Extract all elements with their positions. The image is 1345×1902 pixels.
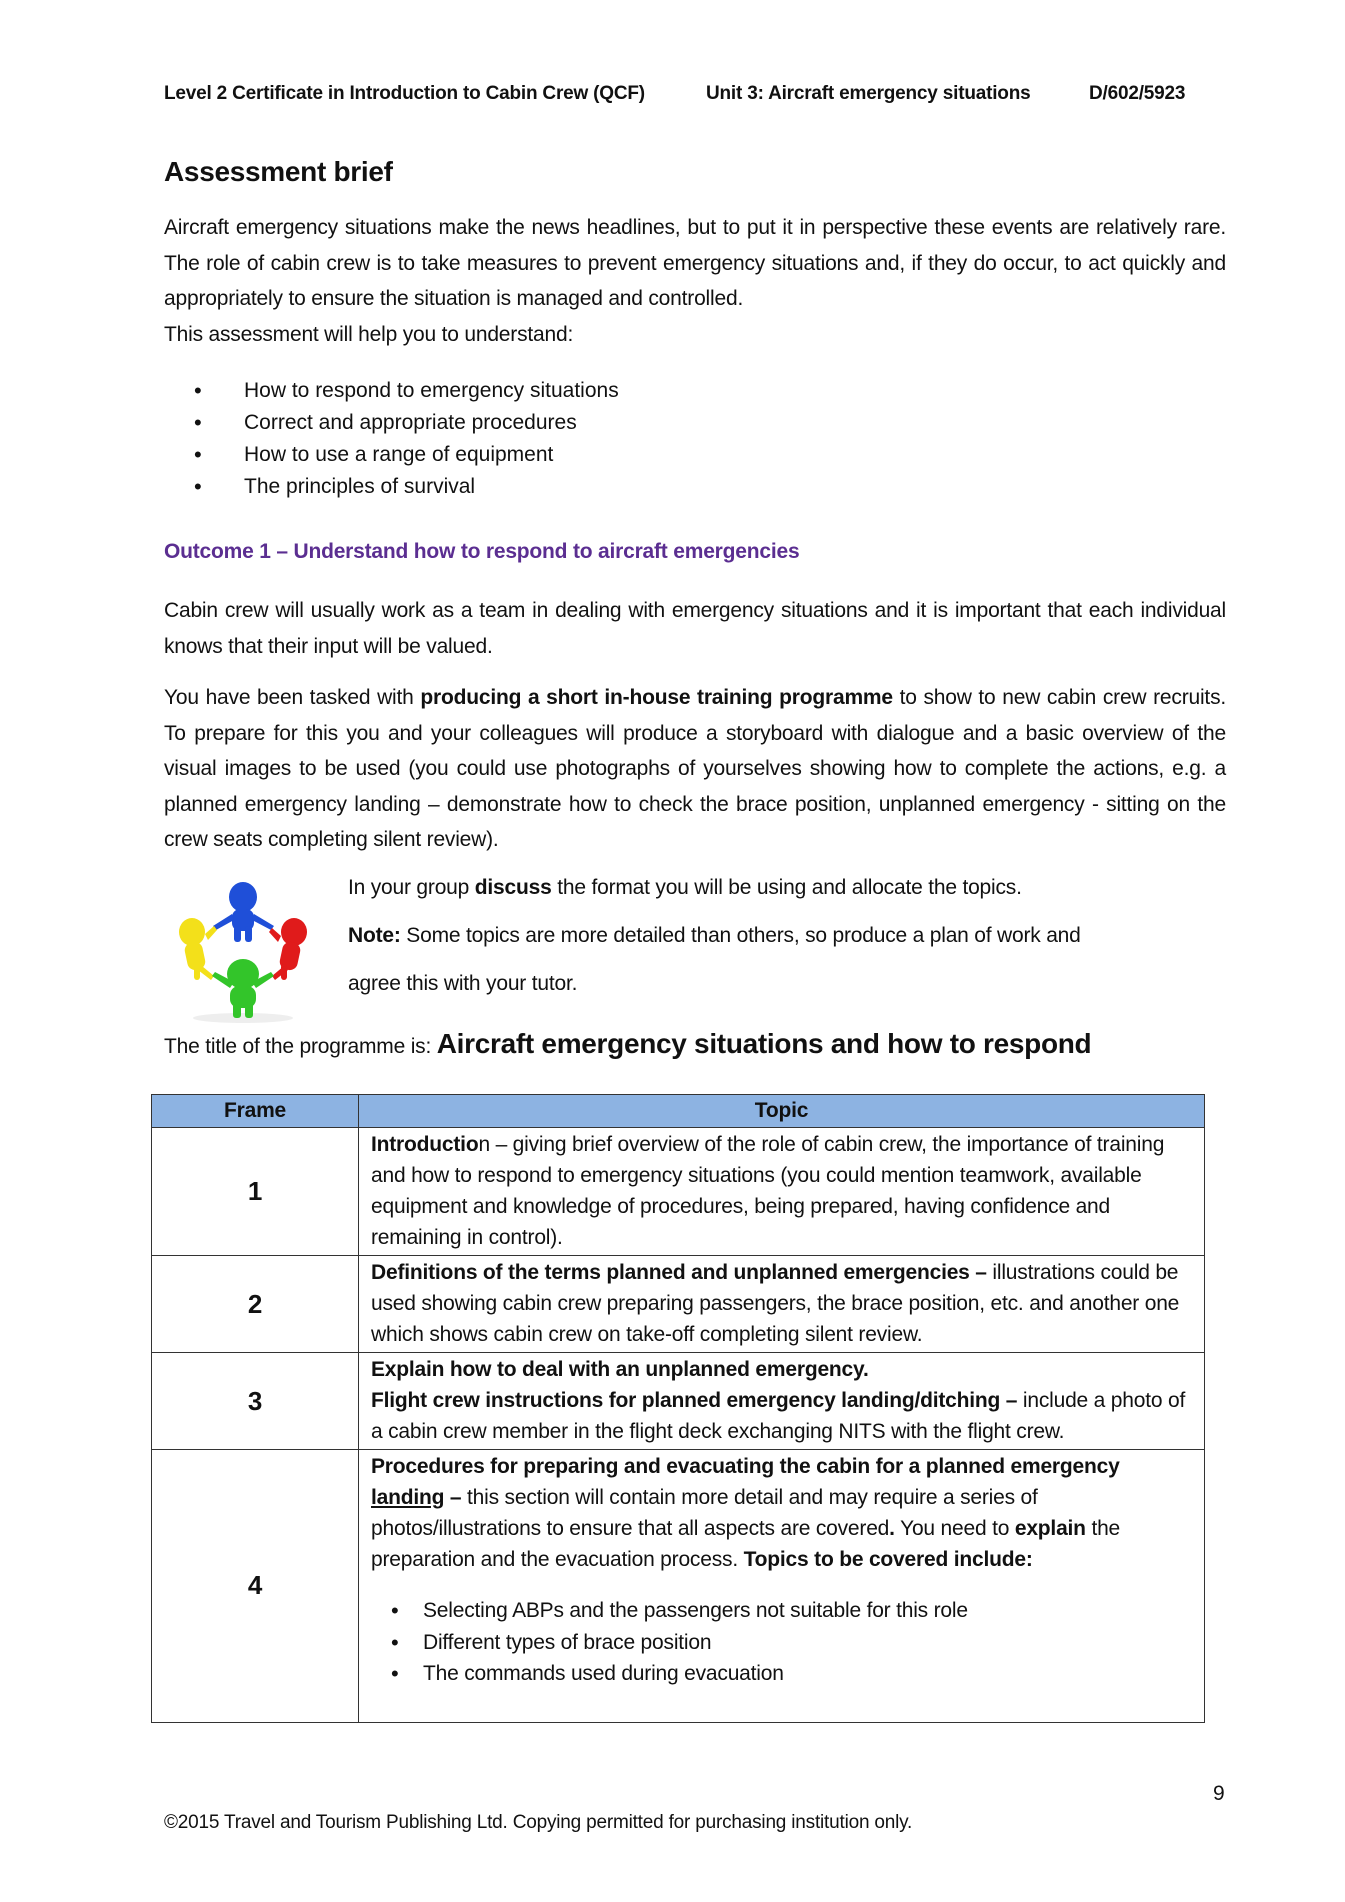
topic-bold-underlined: landing (371, 1486, 445, 1509)
objective-item: • How to respond to emergency situations (164, 375, 619, 407)
discuss-bold: discuss (474, 876, 552, 899)
figure-blue (213, 882, 274, 942)
topic-bold: Definitions of the terms planned and unplanned emergencies – (371, 1261, 987, 1284)
frame-number: 3 (152, 1353, 359, 1450)
discuss-after: the format you will be using and allocate the topics. (551, 876, 1022, 899)
task-text-before: You have been tasked with (164, 686, 421, 709)
intro-paragraph: Aircraft emergency situations make the news headlines, but to put it in perspective these events are relatively rare. The role of cabin crew is to take measures to prevent emergency situations and, if they do occur, to act quickly and appropriately to ensure the situation is managed and controlled. (164, 216, 1226, 310)
teamwork-paragraph: Cabin crew will usually work as a team in dealing with emergency situations and it is important that each individual knows that their input will be valued. (164, 599, 1226, 658)
task-text-bold: producing a short in-house training programme (420, 686, 893, 709)
programme-lead: The title of the programme is: (164, 1035, 437, 1058)
frame-number: 2 (152, 1256, 359, 1353)
figure-red (269, 918, 307, 980)
topic-cell (359, 1450, 1205, 1723)
programme-title: Aircraft emergency situations and how to respond (436, 1028, 1092, 1059)
topic-bold: Flight crew instructions for planned emergency landing/ditching – (371, 1389, 1018, 1412)
table-row (152, 1353, 1205, 1450)
topic-bold-line: Explain how to deal with an unplanned emergency. (371, 1358, 869, 1381)
note-text-1: Some topics are more detailed than others, so produce a plan of work and (400, 924, 1081, 947)
topic-text: this section will contain more detail and may require a series of photos/illustrations to ensure that all aspects are covered (371, 1486, 1038, 1540)
table-header-row (152, 1095, 1205, 1128)
table-row (152, 1256, 1205, 1353)
discuss-before: In your group (348, 876, 475, 899)
copyright-footer: ©2015 Travel and Tourism Publishing Ltd. Copying permitted for purchasing institution only. (164, 1812, 913, 1833)
topic-dash: – (444, 1486, 462, 1509)
column-header-topic: Topic (359, 1095, 1205, 1128)
topic-bold-3: Topics to be covered include: (743, 1548, 1033, 1571)
figure-green (212, 959, 274, 1018)
figure-yellow (179, 918, 217, 980)
team-circle-icon (168, 876, 318, 1024)
topic-bullet: • The commands used during evacuation (371, 1658, 1192, 1690)
topic-text: n – giving brief overview of the role of cabin crew, the importance of training and how to respond to emergency situations (you could mention teamwork, available equipment and knowledge of procedures, being prepared, having confidence and remaining in control). (371, 1133, 1165, 1249)
topic-text: illustrations could be used showing cabin crew preparing passengers, the brace position, etc. and another one which shows cabin crew on take-off completing silent review. (371, 1261, 1180, 1346)
note-line-1 (348, 924, 1208, 948)
page-number: 9 (1213, 1782, 1225, 1805)
page-heading: Assessment brief (164, 156, 393, 187)
column-header-frame: Frame (152, 1095, 359, 1128)
frame-number: 4 (152, 1450, 359, 1723)
task-paragraph (164, 680, 1226, 858)
outcome-heading: Outcome 1 – Understand how to respond to aircraft emergencies (164, 540, 800, 563)
table-row (152, 1128, 1205, 1256)
topics-table (151, 1094, 1205, 1723)
note-label: Note: (348, 924, 401, 947)
intro-section (164, 210, 1226, 352)
topic-text: include a photo of a cabin crew member in the flight deck exchanging NITS with the flight crew. (371, 1389, 1186, 1443)
frame-number: 1 (152, 1128, 359, 1256)
header-unit: Unit 3: Aircraft emergency situations (706, 83, 1031, 104)
topic-cell (359, 1256, 1205, 1353)
intro-lead-in: This assessment will help you to understand: (164, 322, 574, 346)
objective-item: • How to use a range of equipment (164, 439, 619, 471)
objective-item: • Correct and appropriate procedures (164, 407, 619, 439)
topic-bold: Introductio (371, 1133, 479, 1156)
header-qualification: Level 2 Certificate in Introduction to Cabin Crew (QCF) (164, 83, 645, 104)
topic-text-3: the preparation and the evacuation process. (371, 1517, 1121, 1571)
topic-cell (359, 1353, 1205, 1450)
topic-bold: Procedures for preparing and evacuating the cabin for a planned emergency (371, 1455, 1120, 1478)
topic-bold-2: explain (1014, 1517, 1086, 1540)
topic-bullet: • Different types of brace position (371, 1627, 1192, 1659)
topic-text-2: You need to (894, 1517, 1015, 1540)
topic-cell (359, 1128, 1205, 1256)
header-code: D/602/5923 (1089, 83, 1186, 104)
table-row (152, 1450, 1205, 1723)
objectives-list (164, 375, 619, 503)
note-line-2: agree this with your tutor. (348, 972, 578, 995)
discuss-instruction (348, 876, 1208, 900)
topics-covered-list (371, 1595, 1192, 1690)
objective-item: • The principles of survival (164, 471, 619, 503)
topic-bullet: • Selecting ABPs and the passengers not suitable for this role (371, 1595, 1192, 1627)
topic-period: . (889, 1517, 895, 1540)
task-text-after: to show to new cabin crew recruits. To prepare for this you and your colleagues will produce a storyboard with dialogue and a basic overview of the visual images to be used (you could use photographs of yourselves showing how to complete the actions, e.g. a planned emergency landing – demonstrate how to check the brace position, unplanned emergency - sitting on the crew seats completing silent review). (164, 686, 1227, 851)
programme-title-line (164, 1028, 1091, 1060)
